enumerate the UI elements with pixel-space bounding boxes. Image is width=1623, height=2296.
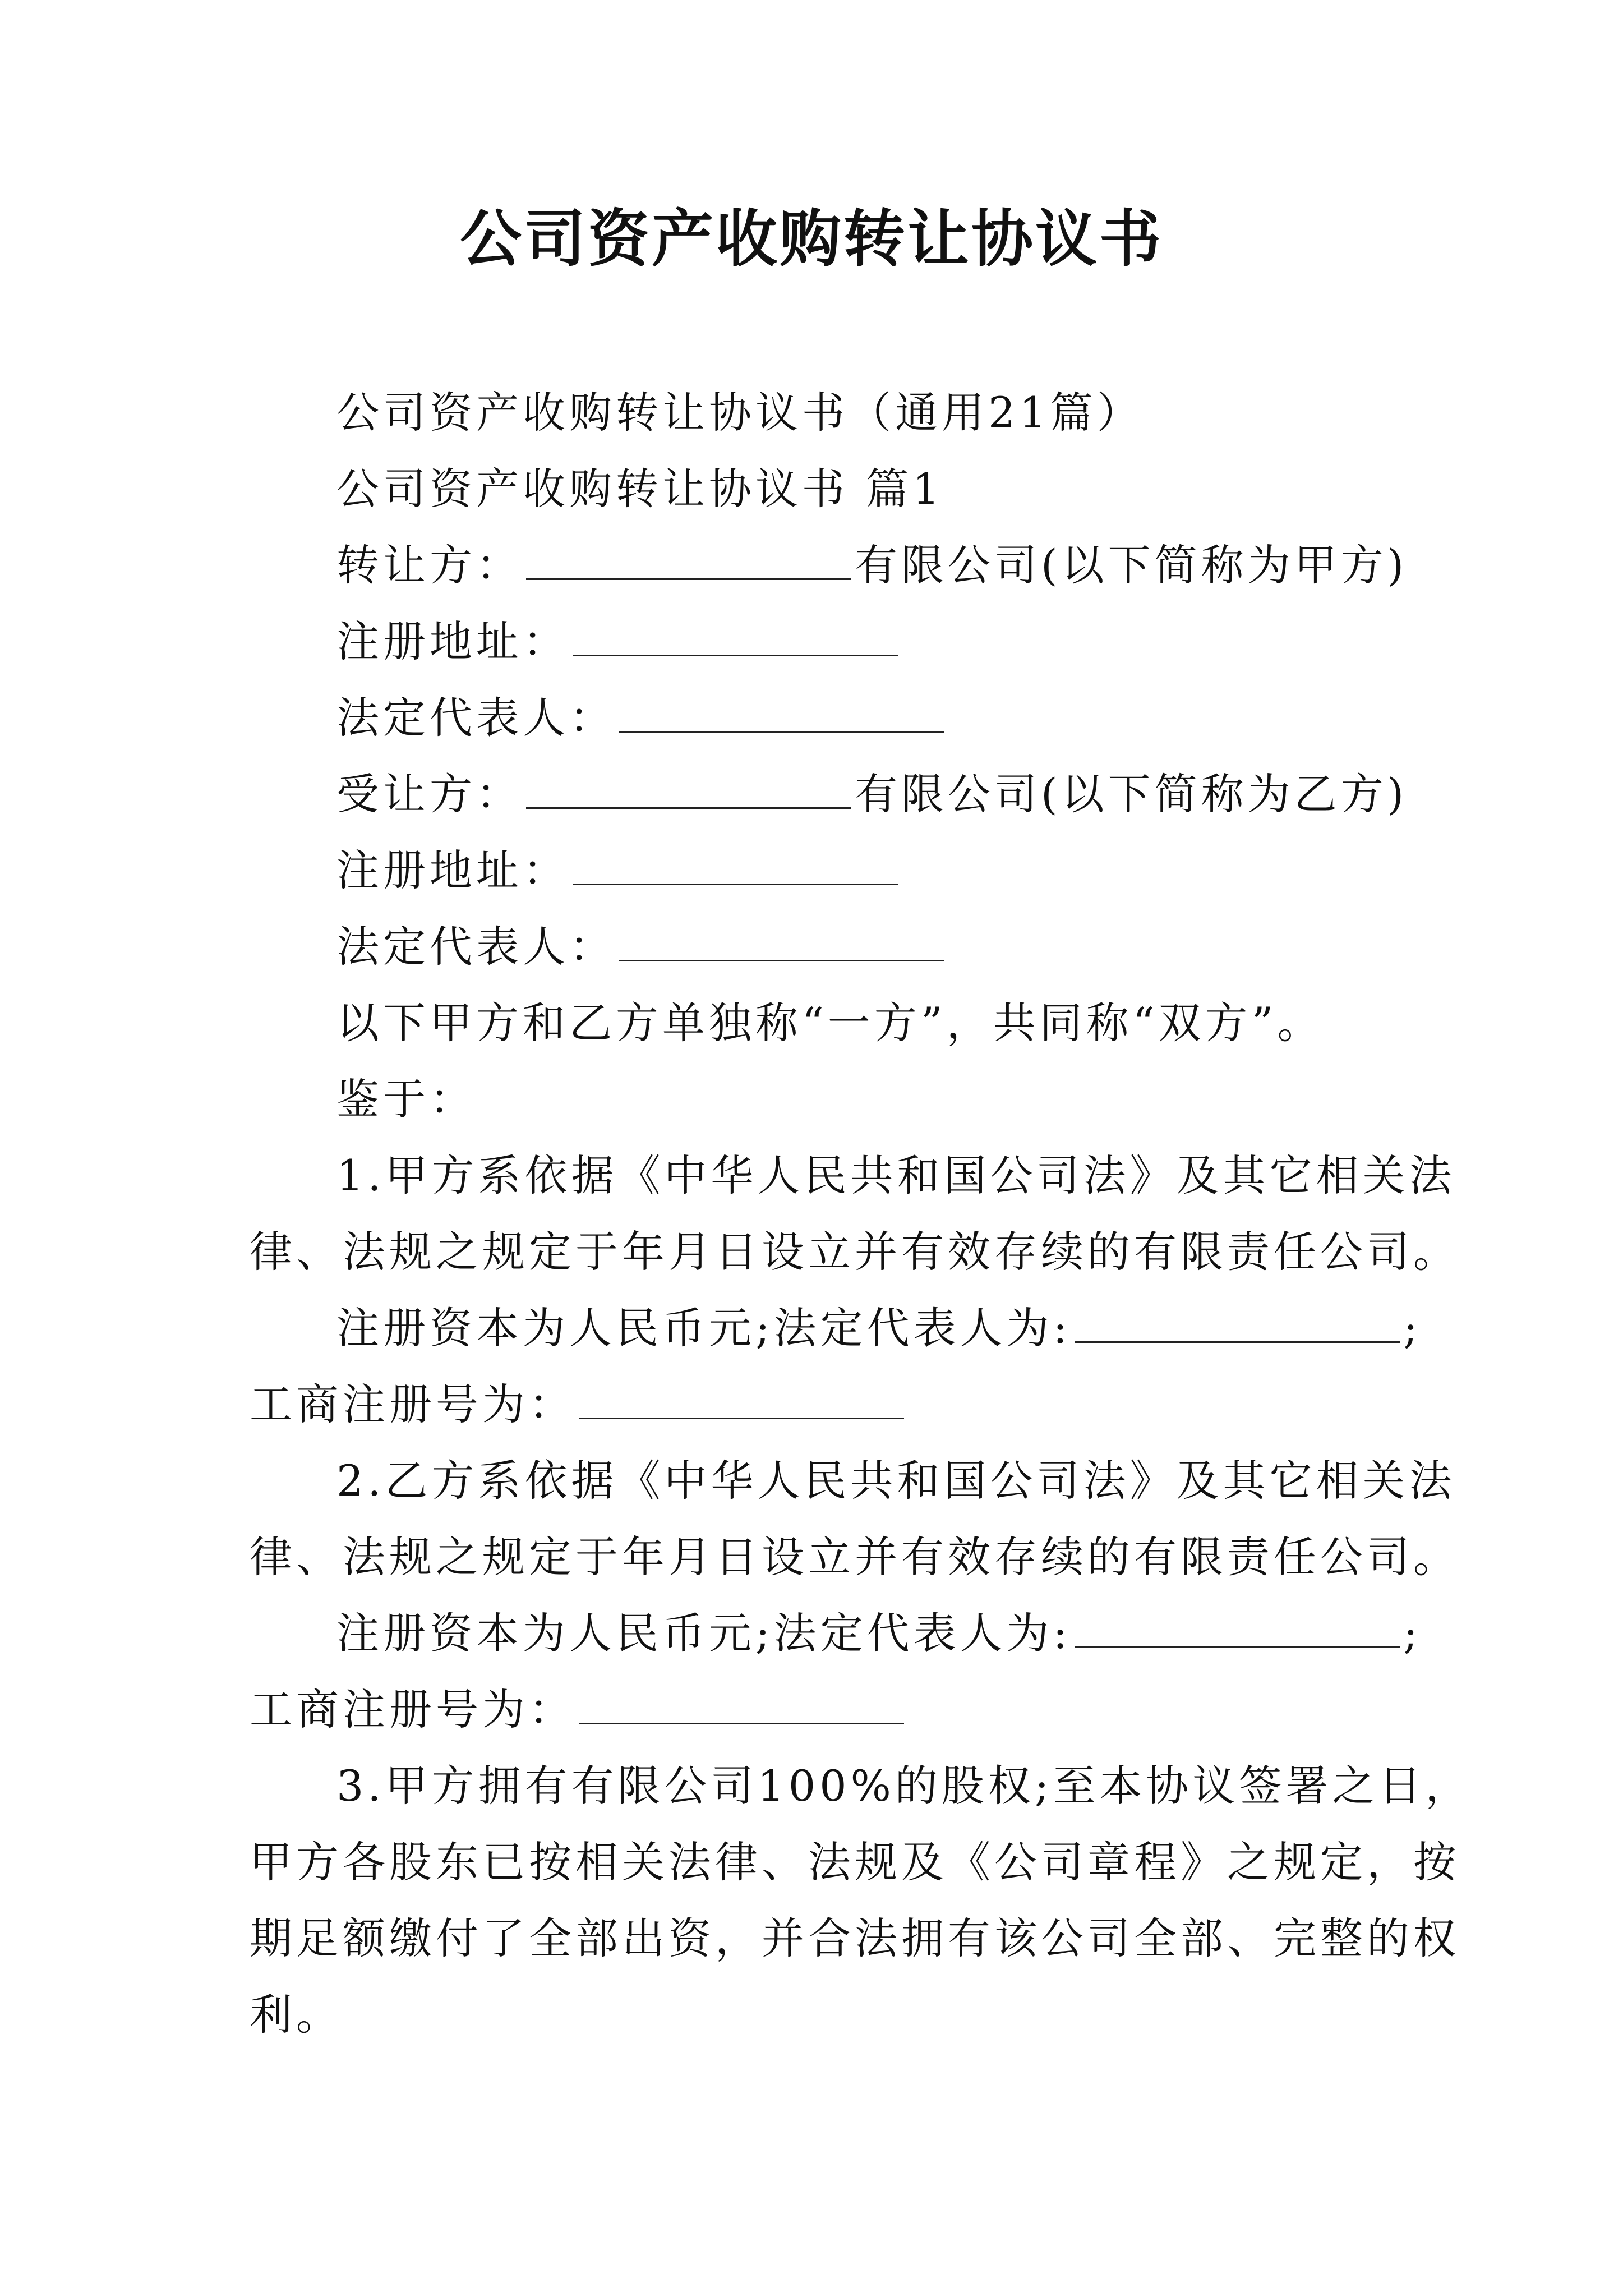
clause-1-registration xyxy=(250,1377,907,1433)
clause-2-line-1: 2.乙方系依据《中华人民共和国公司法》及其它相关法 xyxy=(336,1456,1456,1506)
transferee-label: 受让方： xyxy=(336,769,523,819)
clause-3-line-1: 3.甲方拥有有限公司100%的股权;至本协议签署之日， xyxy=(336,1761,1472,1811)
legal-rep-line-2 xyxy=(336,919,948,975)
capital-text: 注册资本为人民币元;法定代表人为: xyxy=(336,1608,1072,1658)
transferee-blank xyxy=(526,772,851,809)
legal-rep-blank xyxy=(1075,1612,1400,1648)
capital-text: 注册资本为人民币元;法定代表人为: xyxy=(336,1303,1072,1353)
transferor-label: 转让方： xyxy=(336,540,523,590)
legal-rep-blank xyxy=(619,925,944,961)
registration-label: 工商注册号为： xyxy=(250,1685,575,1734)
legal-rep-label: 法定代表人： xyxy=(336,693,616,743)
whereas-heading: 鉴于： xyxy=(336,1074,476,1124)
registration-blank xyxy=(579,1383,904,1419)
legal-rep-line-1 xyxy=(336,690,948,746)
capital-end: ; xyxy=(1403,1303,1422,1353)
clause-2-line-2: 律、法规之规定于年月日设立并有效存续的有限责任公司。 xyxy=(250,1532,1460,1582)
address-blank xyxy=(573,620,898,656)
legal-rep-label: 法定代表人： xyxy=(336,922,616,972)
registration-blank xyxy=(579,1688,904,1724)
clause-2-registration xyxy=(250,1682,907,1738)
legal-rep-blank xyxy=(619,696,944,733)
transferor-blank xyxy=(526,544,851,580)
registration-label: 工商注册号为： xyxy=(250,1379,575,1429)
clause-3-line-2: 甲方各股东已按相关法律、法规及《公司章程》之规定，按 xyxy=(250,1837,1460,1887)
capital-end: ; xyxy=(1403,1608,1422,1658)
legal-rep-blank xyxy=(1075,1306,1400,1343)
parties-note: 以下甲方和乙方单独称“一方”，共同称“双方”。 xyxy=(336,998,1324,1048)
transferee-suffix: 有限公司(以下简称为乙方) xyxy=(855,769,1408,819)
clause-1-capital xyxy=(336,1300,1422,1356)
part-heading: 公司资产收购转让协议书 篇1 xyxy=(336,464,944,514)
document-title: 公司资产收购转让协议书 xyxy=(460,203,1163,275)
address-label: 注册地址： xyxy=(336,616,569,666)
address-line-2 xyxy=(336,843,901,899)
clause-3-line-3: 期足额缴付了全部出资，并合法拥有该公司全部、完整的权 xyxy=(250,1913,1460,1963)
address-line-1 xyxy=(336,614,901,670)
subtitle: 公司资产收购转让协议书（通用21篇） xyxy=(336,388,1144,438)
clause-1-line-2: 律、法规之规定于年月日设立并有效存续的有限责任公司。 xyxy=(250,1227,1460,1277)
transferor-suffix: 有限公司(以下简称为甲方) xyxy=(855,540,1408,590)
transferor-line xyxy=(336,537,1408,593)
clause-3-line-4: 利。 xyxy=(250,1990,343,2040)
address-blank xyxy=(573,849,898,885)
address-label: 注册地址： xyxy=(336,845,569,895)
transferee-line xyxy=(336,766,1408,822)
clause-2-capital xyxy=(336,1605,1422,1662)
clause-1-line-1: 1.甲方系依据《中华人民共和国公司法》及其它相关法 xyxy=(336,1151,1456,1200)
